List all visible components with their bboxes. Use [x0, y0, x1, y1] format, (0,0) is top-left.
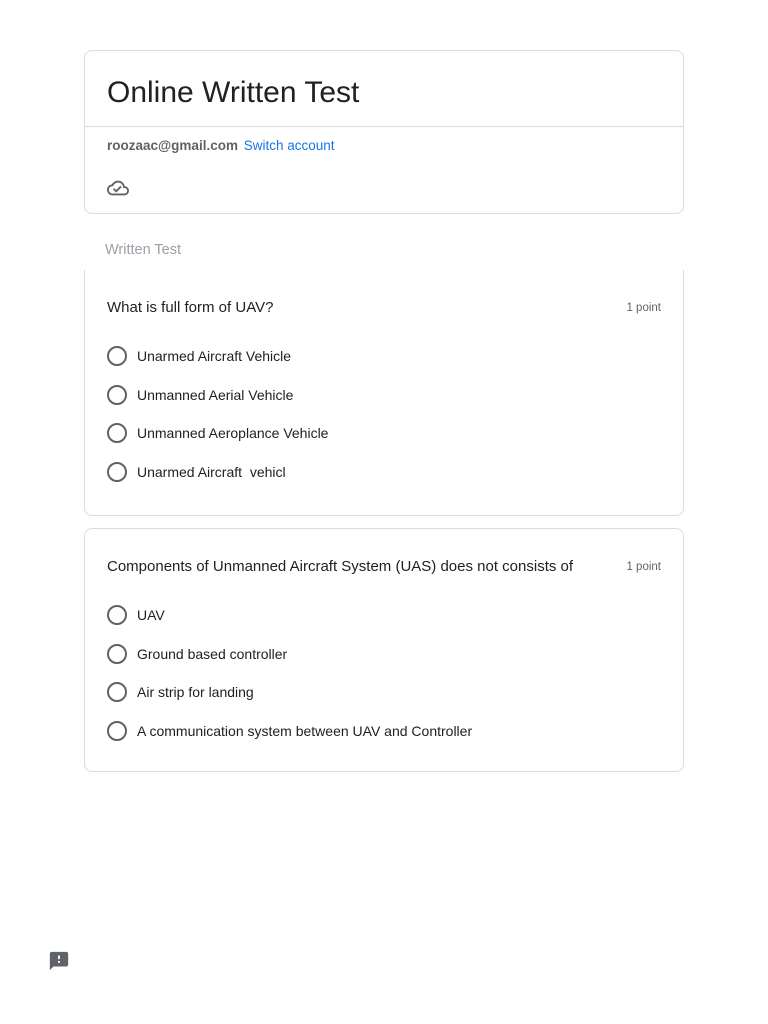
option-item[interactable] [107, 344, 661, 368]
radio-button[interactable] [107, 423, 127, 443]
radio-button[interactable] [107, 682, 127, 702]
radio-button[interactable] [107, 644, 127, 664]
option-item[interactable] [107, 642, 661, 666]
option-label: Air strip for landing [137, 684, 254, 701]
option-list [107, 344, 661, 499]
question-card [84, 270, 684, 516]
question-text: What is full form of UAV? [107, 299, 274, 316]
form-title: Online Written Test [107, 76, 360, 109]
question-text: Components of Unmanned Aircraft System (UAS) does not consists of [107, 558, 574, 575]
section-title: Written Test [105, 242, 182, 258]
cloud-check-icon [107, 177, 129, 199]
option-label: Unarmed Aircraft Vehicle [137, 348, 292, 364]
radio-button[interactable] [107, 385, 127, 405]
radio-button[interactable] [107, 346, 127, 366]
option-item[interactable] [107, 383, 661, 407]
account-row [107, 137, 335, 155]
header-divider [85, 126, 683, 127]
switch-account-link[interactable]: Switch account [243, 138, 335, 153]
radio-button[interactable] [107, 605, 127, 625]
radio-button[interactable] [107, 462, 127, 482]
report-feedback-icon[interactable] [48, 950, 70, 972]
question-points: 1 point [626, 561, 661, 573]
question-card [84, 528, 684, 772]
option-item[interactable] [107, 603, 661, 627]
option-item[interactable] [107, 421, 661, 445]
option-label: A communication system between UAV and Controller [137, 723, 473, 740]
option-item[interactable] [107, 719, 661, 743]
radio-button[interactable] [107, 721, 127, 741]
option-label: Unarmed Aircraft vehicl [137, 464, 286, 481]
account-email: roozaac@gmail.com [107, 138, 238, 153]
option-item[interactable] [107, 460, 661, 484]
question-points: 1 point [626, 302, 661, 314]
option-label: UAV [137, 607, 165, 623]
option-item[interactable] [107, 680, 661, 704]
option-label: Unmanned Aerial Vehicle [137, 386, 294, 403]
option-label: Ground based controller [137, 645, 288, 662]
option-label: Unmanned Aeroplance Vehicle [137, 425, 329, 442]
option-list [107, 603, 661, 758]
form-header-card [84, 50, 684, 214]
